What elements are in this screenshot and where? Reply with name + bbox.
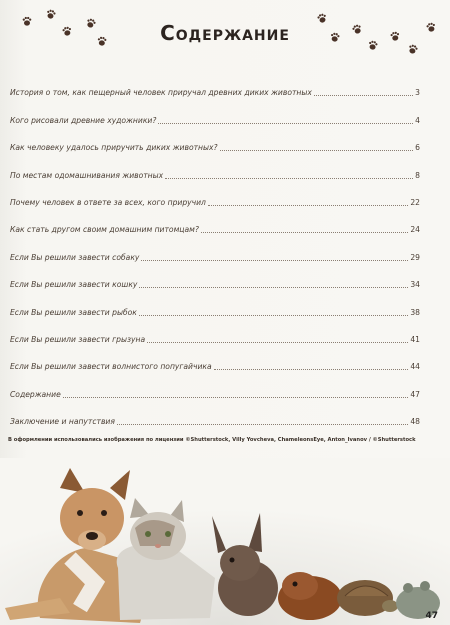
dot-leader	[220, 149, 414, 151]
dot-leader	[139, 314, 408, 316]
toc-entry-page: 47	[410, 389, 420, 399]
toc-entry-title: Заключение и напутствия	[10, 417, 115, 427]
toc-entry-page: 8	[415, 170, 420, 180]
toc-entry-title: Если Вы решили завести кошку	[10, 280, 138, 290]
toc-entry[interactable]	[10, 400, 420, 427]
toc-entry[interactable]	[10, 263, 420, 290]
toc-entry-page: 38	[410, 307, 420, 317]
dot-leader	[63, 396, 409, 398]
toc-entry-title: Если Вы решили завести собаку	[10, 252, 140, 262]
toc-entry[interactable]	[10, 318, 420, 345]
toc-entry-page: 34	[410, 280, 420, 290]
toc-entry-page: 24	[410, 225, 420, 235]
toc-entry-title: Почему человек в ответе за всех, кого приручил	[10, 197, 206, 207]
page-title: Содержание	[160, 21, 290, 45]
toc-entry-title: Кого рисовали древние художники?	[10, 115, 157, 125]
pets-photo	[0, 458, 450, 625]
dot-leader	[314, 94, 413, 96]
image-credits: В оформлении использовались изображения по лицензии ©Shutterstock, Villy Yovcheva, ChameleonsEye, Anton_Ivanov / ©Shutterstock	[8, 437, 416, 443]
toc-entry-page: 41	[410, 334, 420, 344]
toc-entry[interactable]	[10, 71, 420, 98]
toc-entry[interactable]	[10, 153, 420, 180]
toc-entry-page: 4	[415, 115, 420, 125]
toc-entry[interactable]	[10, 235, 420, 262]
dot-leader	[165, 177, 413, 179]
dot-leader	[117, 423, 408, 425]
toc-entry-page: 44	[410, 362, 420, 372]
table-of-contents	[10, 71, 420, 427]
toc-entry-title: Если Вы решили завести волнистого попугайчика	[10, 362, 212, 372]
toc-entry-title: Как человеку удалось приручить диких животных?	[10, 143, 218, 153]
dot-leader	[208, 204, 408, 206]
toc-entry-title: Если Вы решили завести грызуна	[10, 334, 146, 344]
toc-entry[interactable]	[10, 181, 420, 208]
dot-leader	[139, 286, 408, 288]
toc-entry[interactable]	[10, 345, 420, 372]
dot-leader	[214, 368, 409, 370]
toc-entry-page: 22	[410, 197, 420, 207]
toc-entry-title: История о том, как пещерный человек приручал древних диких животных	[10, 88, 312, 98]
dot-leader	[147, 341, 408, 343]
page-number: 47	[425, 611, 438, 621]
toc-entry[interactable]	[10, 372, 420, 399]
toc-entry-title: По местам одомашнивания животных	[10, 170, 164, 180]
toc-entry[interactable]	[10, 126, 420, 153]
toc-entry-title: Если Вы решили завести рыбок	[10, 307, 137, 317]
toc-entry[interactable]	[10, 290, 420, 317]
toc-entry-page: 48	[410, 417, 420, 427]
toc-entry[interactable]	[10, 98, 420, 125]
toc-entry-page: 29	[410, 252, 420, 262]
paw-print-icon	[45, 8, 57, 20]
dot-leader	[201, 231, 408, 233]
toc-entry-title: Как стать другом своим домашним питомцам?	[10, 225, 199, 235]
toc-entry-page: 3	[415, 88, 420, 98]
dot-leader	[158, 122, 413, 124]
toc-entry-title: Содержание	[10, 389, 61, 399]
toc-entry[interactable]	[10, 208, 420, 235]
toc-entry-page: 6	[415, 143, 420, 153]
dot-leader	[141, 259, 408, 261]
